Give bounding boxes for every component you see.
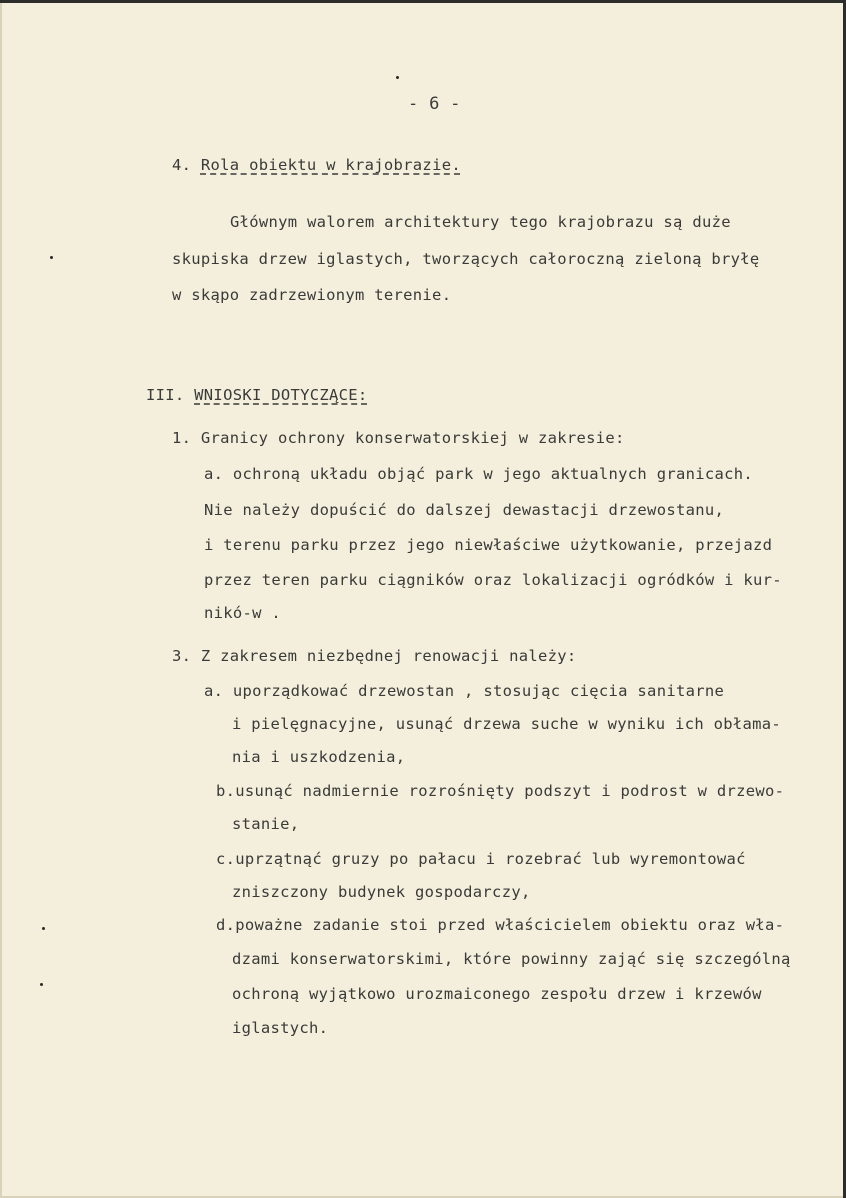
item-1-line: przez teren parku ciągników oraz lokalizacji ogródków i kur- xyxy=(204,571,782,589)
scan-edge-top xyxy=(0,0,846,3)
item-3-line: dzami konserwatorskimi, które powinny zająć się szczególną xyxy=(232,950,791,968)
item-1-heading: 1. Granicy ochrony konserwatorskiej w zakresie: xyxy=(172,429,625,447)
item-3-line: c.uprzątnąć gruzy po pałacu i rozebrać lub wyremontować xyxy=(216,850,746,868)
section-4-paragraph-line: skupiska drzew iglastych, tworzących całoroczną zieloną bryłę xyxy=(172,250,760,268)
item-3-heading: 3. Z zakresem niezbędnej renowacji należy: xyxy=(172,647,577,665)
section-4-title: Rola obiektu w krajobrazie. xyxy=(200,156,461,174)
item-3-line: i pielęgnacyjne, usunąć drzewa suche w wyniku ich obłama- xyxy=(232,715,782,733)
section-4-paragraph-line: Głównym walorem architektury tego krajobrazu są duże xyxy=(230,213,731,231)
item-3-line: a. uporządkować drzewostan , stosując cięcia sanitarne xyxy=(204,682,725,700)
item-1-line: nikó-w . xyxy=(204,604,282,622)
margin-speck xyxy=(396,76,399,79)
item-1-line: a. ochroną układu objąć park w jego aktualnych granicach. xyxy=(204,465,754,483)
section-3-title: WNIOSKI DOTYCZĄCE: xyxy=(194,386,368,404)
item-3-line: nia i uszkodzenia, xyxy=(232,748,406,766)
item-3-line: stanie, xyxy=(232,815,300,833)
item-3-line: iglastych. xyxy=(232,1019,329,1037)
section-3-heading xyxy=(146,386,368,404)
item-3-line: d.poważne zadanie stoi przed właścicielem obiektu oraz wła- xyxy=(216,916,785,934)
margin-speck xyxy=(42,927,45,930)
section-4-heading xyxy=(172,156,461,174)
item-3-line: zniszczony budynek gospodarczy, xyxy=(232,883,531,901)
margin-speck xyxy=(50,256,53,259)
margin-speck xyxy=(40,983,43,986)
section-4-number: 4. xyxy=(172,156,192,174)
item-3-line: ochroną wyjątkowo urozmaiconego zespołu drzew i krzewów xyxy=(232,985,762,1003)
item-3-line: b.usunąć nadmiernie rozrośnięty podszyt i podrost w drzewo- xyxy=(216,782,785,800)
section-3-number: III. xyxy=(146,386,185,404)
page-number: - 6 - xyxy=(408,94,461,114)
item-1-line: Nie należy dopuścić do dalszej dewastacji drzewostanu, xyxy=(204,501,725,519)
section-4-paragraph-line: w skąpo zadrzewionym terenie. xyxy=(172,286,452,304)
item-1-line: i terenu parku przez jego niewłaściwe użytkowanie, przejazd xyxy=(204,536,773,554)
